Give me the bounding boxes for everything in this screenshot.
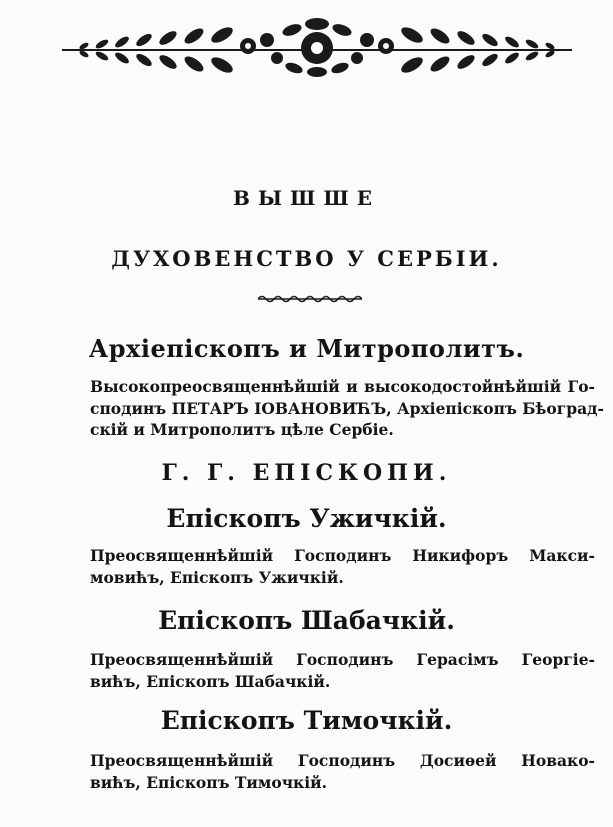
heading-bishops: Г. Г. ЕПІСКОПИ. — [161, 460, 452, 486]
title-line-1: ВЫШШЕ — [233, 186, 380, 210]
paragraph-line: вићъ, Епіскопъ Шабачкій. — [90, 671, 331, 691]
paragraph-line: Преосвященнѣйшій Господинъ Никифоръ Макси- — [90, 546, 595, 565]
paragraph-line: вићъ, Епіскопъ Тимочкій. — [90, 772, 328, 792]
paragraph-line: скій и Митрополитъ цѣле Сербіе. — [90, 420, 394, 439]
heading-bishop-uzice: Епіскопъ Ужичкій. — [166, 504, 447, 533]
floral-ornament — [62, 10, 572, 82]
archbishop-paragraph — [90, 376, 604, 441]
paragraph-line: Высокопреосвященнѣйшій и высокодостойнѣйшій Го- — [90, 377, 595, 396]
heading-archbishop: Архіепіскопъ и Митрополитъ. — [88, 334, 525, 363]
decorative-separator — [258, 292, 362, 306]
heading-bishop-timok: Епіскопъ Тимочкій. — [160, 706, 453, 735]
paragraph-line: мовићъ, Епіскопъ Ужичкій. — [90, 567, 344, 587]
paragraph-line: Преосвященнѣйшій Господинъ Досиѳей Новако- — [90, 751, 595, 770]
title-line-2: ДУХОВЕНСТВО У СЕРБІИ. — [111, 246, 502, 271]
bishop-sabac-paragraph — [90, 649, 595, 692]
heading-bishop-sabac: Епіскопъ Шабачкій. — [158, 606, 455, 635]
bishop-uzice-paragraph — [90, 545, 595, 588]
bishop-timok-paragraph — [90, 750, 595, 793]
paragraph-line: Преосвященнѣйшій Господинъ Герасімъ Георгіе- — [90, 650, 595, 669]
paragraph-line: сподинъ ПЕТАРЪ ІОВАНОВИЋЪ, Архіепіскопъ Бѣоград- — [90, 398, 604, 418]
